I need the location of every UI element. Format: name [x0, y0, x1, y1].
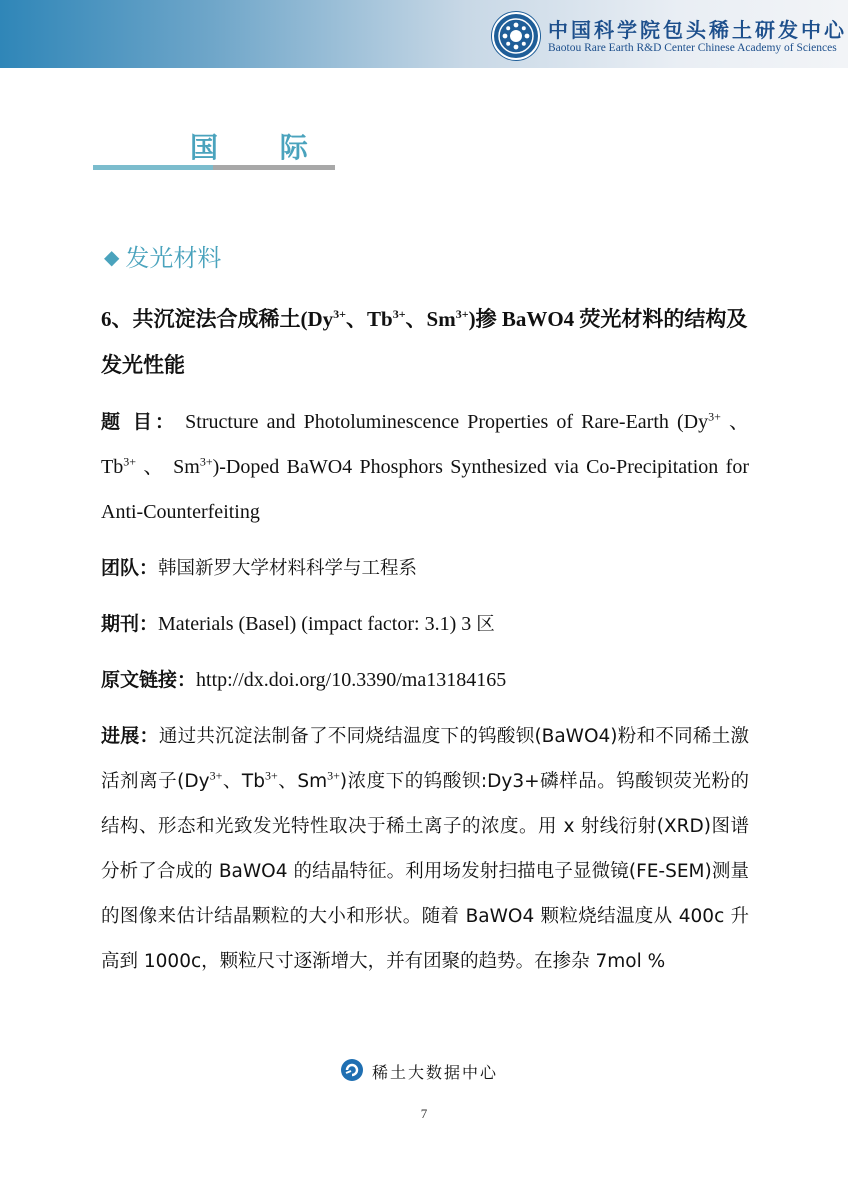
footer-label: 稀土大数据中心 [372, 1063, 499, 1082]
journal-paragraph [101, 602, 749, 647]
section-title: 国 际 [190, 131, 334, 164]
subject-label: 题 目： [101, 411, 178, 433]
team-label: 团队： [101, 557, 159, 579]
diamond-bullet-icon: ◆ [104, 245, 120, 269]
article-content [101, 296, 749, 995]
subject-paragraph: 题 目： Structure and Photoluminescence Properties of Rare-Earth ($Dy^{3+}$ 、 $Tb^{3+}$ 、 $Sm^{3+}$)-Doped BaWO4 Phosphors Synthesized via Co-Precipitation for Anti-Counterfeiting [101, 409, 749, 523]
org-name-en: Baotou Rare Earth R&D Center Chinese Academy of Sciences [548, 42, 837, 54]
progress-label: 进展： [101, 725, 159, 747]
title-underline-teal [93, 165, 213, 170]
journal-value: Materials (Basel) (impact factor: 3.1) 3 [158, 613, 477, 635]
team-paragraph [101, 546, 749, 591]
page-number: 7 [420, 1106, 428, 1121]
article-title: 6、共沉淀法合成稀土($Dy^{3+}$、$Tb^{3+}$、$Sm^{3+}$)掺 BaWO4 荧光材料的结构及发光性能 [101, 307, 748, 377]
journal-zone: 区 [476, 614, 495, 635]
doi-link[interactable]: http://dx.doi.org/10.3390/ma13184165 [196, 669, 507, 691]
title-underline-gray [213, 165, 335, 170]
link-label: 原文链接： [101, 669, 197, 691]
cas-emblem-icon [492, 12, 540, 60]
org-name-cn: 中国科学院包头稀土研发中心 [548, 18, 847, 42]
category-heading [104, 238, 221, 273]
team-value: 韩国新罗大学材料科学与工程系 [158, 558, 418, 579]
journal-label: 期刊： [101, 613, 159, 635]
link-paragraph [101, 658, 749, 703]
category-label: 发光材料 [125, 244, 222, 272]
progress-paragraph: 进展：通过共沉淀法制备了不同烧结温度下的钨酸钡(BaWO4)粉和不同稀土激活剂离子($Dy^{3+}$、$Tb^{3+}$、$Sm^{3+}$)浓度下的钨酸钡:Dy3+磷样品。钨酸钡荧光粉的结构、形态和光致发光特性取决于稀土离子的浓度。用 x 射线衍射(XRD)图谱分析了合成的 BaWO4 的结晶特征。利用场发射扫描电子显微镜(FE-SEM)测量的图像来估计结晶颗粒的大小和形状。随着 BaWO4 颗粒烧结温度从 400c 升高到 1000c，颗粒尺寸逐渐增大，并有团聚的趋势。在掺杂 7mol % [101, 725, 749, 972]
rare-earth-data-logo-icon [340, 1058, 364, 1082]
header-banner [0, 0, 848, 68]
